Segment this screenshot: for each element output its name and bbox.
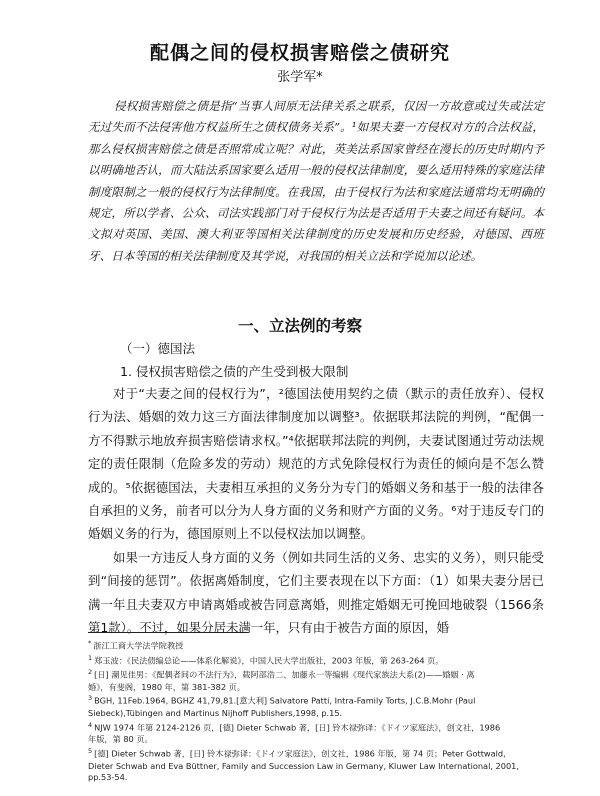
footnote-text: [日] 潮见佳男：《配偶者间の不法行为》，载阿部浩二、加藤永一等编辑《现代家族法大系(2)——婚姻 · 离 [94,669,475,680]
footnote-text: BGH, 11Feb.1964, BGHZ 41,79,81.[意大利] Salvatore Patti, Intra-Family Torts, J.C.B.Mohr (Paul [94,696,476,707]
author-name: 张学军* [277,70,323,85]
footnote-text: 浙江工商大学法学院教授 [93,640,184,651]
footnote [88,720,548,735]
footnote-continuation: 年版，第 80 页。 [88,734,153,745]
footnote-continuation: pp.53-54. [88,772,128,783]
footnote [88,638,548,653]
footnote-mark: 1 [88,653,93,662]
body-text [88,382,544,639]
footnote-mark: * [88,639,92,647]
footnote-text: 郑玉波：《民法债编总论——体系化解说》，中国人民大学出版社，2003 年版，第 263-264 页。 [94,655,444,666]
footnote-divider [88,632,248,633]
footnote-mark: 2 [88,668,93,677]
footnote-continuation: Siebeck),Tübingen and Martinus Nijhoff Publishers,1998, p.15. [88,707,343,718]
footnote-mark: 3 [88,694,93,703]
footnote-continuation: Dieter Schwab and Eva Büttner, Family and Succession Law in Germany, Kluwer Law International, 2001, [88,760,519,771]
footnote-text: NJW 1974 年第 2124-2126 页，[德] Dieter Schwab 著，[日] 铃木禄弥译：《ドイツ家庭法》，创文社，1986 [94,722,501,733]
footnote-text: [德] Dieter Schwab 著，[日] 铃木禄弥译：《ドイツ家庭法》，创文社，1986 年版，第 74 页；Peter Gottwald, [94,748,506,759]
section-heading: 一、立法例的考察 [237,317,362,335]
footnote [88,746,548,761]
body-paragraph: 如果一方违反人身方面的义务（例如共同生活的义务、忠实的义务），则只能受到“间接的惩罚”。依据离婚制度，它们主要表现在以下方面：（1）如果夫妻分居已满一年且夫妻双方申请离婚或被告同意离婚，则推定婚姻无可挽回地破裂（1566条第1款）。不过，如果分居未满一年，只有由于被告方面的原因，婚 [88,549,544,636]
footnotes [88,638,548,784]
body-paragraph: 对于“夫妻之间的侵权行为”，²德国法使用契约之债（默示的责任放弃）、侵权行为法、婚姻的效力这三方面法律制度加以调整³。依据联邦法院的判例，“配偶一方不得默示地放弃损害赔偿请求权。”⁴依据联邦法院的判例，夫妻试图通过劳动法规定的责任限制（危险多发的劳动）规范的方式免除侵权行为责任的倾向是不怎么赞成的。⁵依据德国法，夫妻相互承担的义务分为专门的婚姻义务和基于一般的法律各自承担的义务，前者可以分为人身方面的义务和财产方面的义务。⁶对于违反专门的婚姻义务的行为，德国原则上不以侵权法加以调整。 [88,386,544,542]
footnote [88,693,548,708]
sub-subsection-heading: 1. 侵权损害赔偿之债的产生受到极大限制 [120,364,349,379]
footnote [88,653,548,668]
footnote-continuation: 婚》，有斐阁，1980 年，第 381-382 页。 [88,681,246,692]
footnote-mark: 4 [88,720,93,729]
paper-title: 配偶之间的侵权损害赔偿之债研究 [149,42,450,64]
footnote [88,667,548,682]
abstract-paragraph: 侵权损害赔偿之债是指“当事人间原无法律关系之联系，仅因一方故意或过失或法定无过失而不法侵害他方权益所生之债权债务关系”。¹如果夫妻一方侵权对方的合法权益，那么侵权损害赔偿之债是否照常成立呢？对此，英美法系国家曾经在漫长的历史时期内予以明确地否认，而大陆法系国家要么适用一般的侵权法律制度，要么适用特殊的家庭法律制度限制之一般的侵权行为法律制度。在我国，由于侵权行为法和家庭法通常均无明确的规定，所以学者、公众、司法实践部门对于侵权行为法是否适用于夫妻之间还有疑问。本文拟对英国、美国、澳大利亚等国相关法律制度的历史发展和历史经验，对德国、西班牙、日本等国的相关法律制度及其学说，对我国的相关立法和学说加以论述。 [88,99,544,263]
footnote-mark: 5 [88,747,93,756]
subsection-heading: （一）德国法 [120,341,196,356]
